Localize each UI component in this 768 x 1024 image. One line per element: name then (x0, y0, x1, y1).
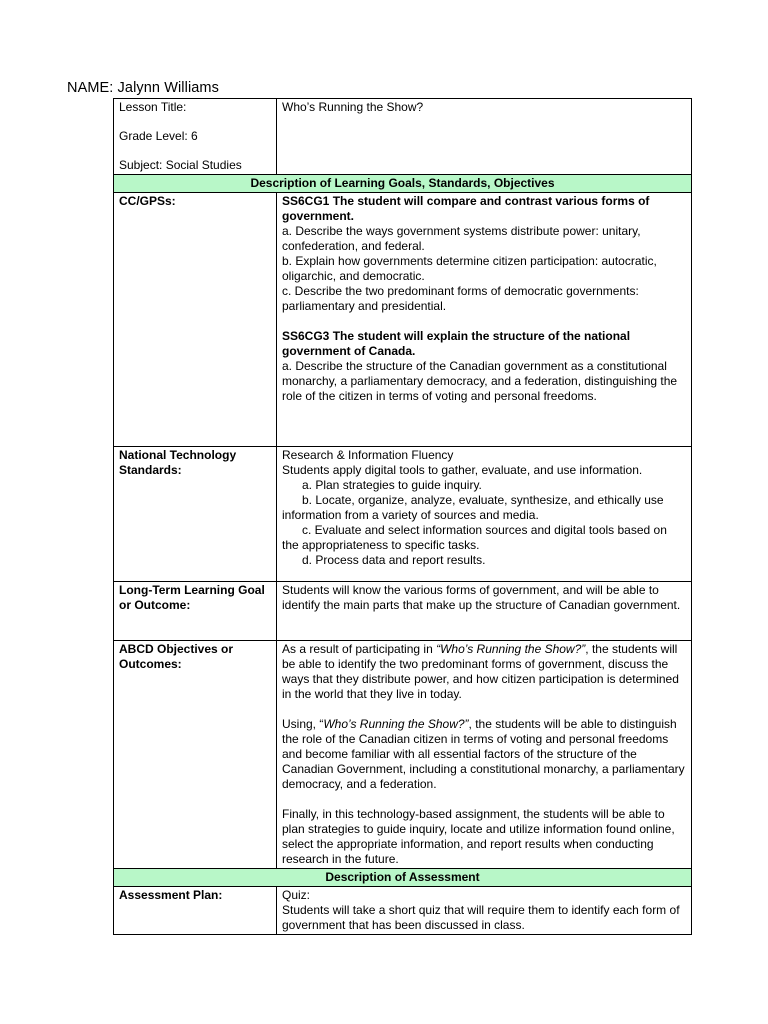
lesson-title-value-cell (277, 99, 692, 175)
nts-item-d-text: d. Process data and report results. (302, 553, 486, 567)
abcd-label: ABCD Objectives or Outcomes: (114, 641, 277, 869)
assessment-row (114, 887, 692, 935)
ccgps-label: CC/GPSs: (114, 193, 277, 447)
nts-item-a-text: a. Plan strategies to guide inquiry. (302, 478, 482, 492)
student-name: NAME: Jalynn Williams (67, 80, 219, 96)
standard-ss6cg1-title: SS6CG1 The student will compare and contrast various forms of government. (282, 194, 650, 223)
assessment-text: Students will take a short quiz that will require them to identify each form of government that has been discussed in class. (282, 903, 680, 932)
lesson-info-row (114, 99, 692, 175)
section-title-goals: Description of Learning Goals, Standards, Objectives (114, 175, 692, 193)
abcd-p1-title: “Who’s Running the Show?” (436, 642, 586, 656)
standard-ss6cg3-title: SS6CG3 The student will explain the structure of the national government of Canada. (282, 329, 631, 358)
abcd-p2-pre: Using, “ (282, 717, 324, 731)
lesson-info-cell (114, 99, 277, 175)
ccgps-row (114, 193, 692, 447)
nts-item-c-text: c. Evaluate and select information sources and digital tools based on the appropriateness to specific tasks. (282, 523, 667, 552)
lesson-title-label: Lesson Title: (119, 100, 187, 114)
nts-item-d (282, 553, 686, 568)
assessment-label: Assessment Plan: (114, 887, 277, 935)
abcd-p2-post: , the students will be able to distinguish the role of the Canadian citizen in terms of voting and personal freedoms and become familiar with all essential factors of the structure of the Canadian Government, including a constitutional monarchy, a parliamentary democracy, and a federation. (282, 717, 685, 791)
section-header-row (114, 175, 692, 193)
long-term-text: Students will know the various forms of government, and will be able to identify the main parts that make up the structure of Canadian government. (277, 582, 692, 641)
standard-ss6cg1-c: c. Describe the two predominant forms of democratic governments: parliamentary and presidential. (282, 284, 639, 313)
nts-item-b (282, 493, 686, 523)
abcd-paragraph-1 (282, 642, 686, 702)
abcd-p1-post: , the students will be able to identify the two predominant forms of government, discuss the ways that they distribute power, and how citizen participation is determined in the world that they live in today. (282, 642, 679, 701)
nts-item-c (282, 523, 686, 553)
standard-ss6cg1-b: b. Explain how governments determine citizen participation: autocratic, oligarchic, and democratic. (282, 254, 657, 283)
nts-intro: Students apply digital tools to gather, evaluate, and use information. (282, 463, 643, 477)
abcd-content (277, 641, 692, 869)
lesson-title-value: Who’s Running the Show? (282, 100, 424, 114)
abcd-paragraph-3: Finally, in this technology-based assignment, the students will be able to plan strategies to guide inquiry, locate and utilize information found online, select the appropriate information, and report results when conducting research in the future. (282, 807, 675, 866)
nts-content (277, 447, 692, 582)
abcd-paragraph-2 (282, 717, 686, 792)
section-title-assessment: Description of Assessment (114, 869, 692, 887)
abcd-p2-title: Who’s Running the Show?” (323, 717, 469, 731)
abcd-row (114, 641, 692, 869)
assessment-type: Quiz: (282, 888, 311, 902)
standard-ss6cg3-a: a. Describe the structure of the Canadian government as a constitutional monarchy, a parliamentary democracy, and a federation, distinguishing the role of the citizen in terms of voting and personal freedoms. (282, 359, 678, 403)
lesson-plan-table (113, 98, 692, 935)
long-term-label: Long-Term Learning Goal or Outcome: (114, 582, 277, 641)
nts-row (114, 447, 692, 582)
ccgps-content (277, 193, 692, 447)
standard-ss6cg1-a: a. Describe the ways government systems distribute power: unitary, confederation, and federal. (282, 224, 641, 253)
section-header-row (114, 869, 692, 887)
assessment-content (277, 887, 692, 935)
nts-label: National Technology Standards: (114, 447, 277, 582)
subject-label: Subject: Social Studies (119, 158, 242, 172)
nts-item-a (282, 478, 686, 493)
long-term-row (114, 582, 692, 641)
abcd-p1-pre: As a result of participating in (282, 642, 437, 656)
grade-level-label: Grade Level: 6 (119, 129, 198, 143)
nts-heading: Research & Information Fluency (282, 448, 454, 462)
nts-item-b-text: b. Locate, organize, analyze, evaluate, synthesize, and ethically use information from a variety of sources and media. (282, 493, 664, 522)
